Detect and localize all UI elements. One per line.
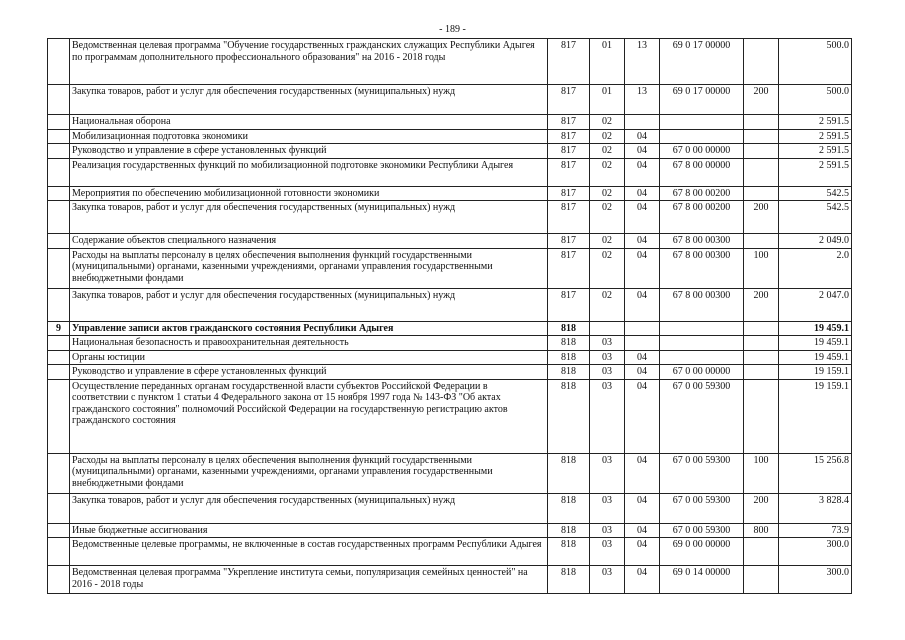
section-code-cell: 03: [590, 453, 625, 493]
subsection-code-cell: 13: [625, 85, 660, 115]
table-row: [48, 115, 852, 130]
section-code-cell: [590, 321, 625, 336]
amount-cell: 19 459.1: [779, 350, 852, 365]
section-code-cell: 02: [590, 186, 625, 201]
grbs-code-cell: 817: [548, 248, 590, 288]
item-name-cell: Расходы на выплаты персоналу в целях обеспечения выполнения функций государственными (муниципальными) органами, казенными учреждениями, органами управления государственными внебюджетными фондами: [70, 453, 548, 493]
section-code-cell: 01: [590, 39, 625, 85]
item-name-cell: Управление записи актов гражданского состояния Республики Адыгея: [70, 321, 548, 336]
table-row: [48, 234, 852, 249]
item-name-cell: Осуществление переданных органам государственной власти субъектов Российской Федерации в соответствии с пунктом 1 статьи 4 Федерального закона от 15 ноября 1997 года № 143-ФЗ "Об актах гражданского состояния" полномочий Российской Федерации на государственную регистрацию актов гражданского состояния: [70, 379, 548, 453]
amount-cell: 2.0: [779, 248, 852, 288]
item-name-cell: Руководство и управление в сфере установленных функций: [70, 365, 548, 380]
section-code-cell: 02: [590, 248, 625, 288]
item-name-cell: Ведомственная целевая программа "Обучение государственных гражданских служащих Республики Адыгея по программам дополнительного профессионального образования" на 2016 - 2018 годы: [70, 39, 548, 85]
amount-cell: 500.0: [779, 85, 852, 115]
section-code-cell: 02: [590, 144, 625, 159]
table-row: [48, 201, 852, 234]
item-name-cell: Органы юстиции: [70, 350, 548, 365]
table-row: [48, 523, 852, 538]
table-row: [48, 566, 852, 594]
table-row: [48, 248, 852, 288]
expense-type-cell: 800: [744, 523, 779, 538]
expense-type-cell: 200: [744, 201, 779, 234]
amount-cell: 73.9: [779, 523, 852, 538]
row-number-cell: [48, 493, 70, 523]
section-code-cell: 03: [590, 493, 625, 523]
amount-cell: 19 159.1: [779, 365, 852, 380]
item-name-cell: Иные бюджетные ассигнования: [70, 523, 548, 538]
expense-type-cell: [744, 129, 779, 144]
item-name-cell: Ведомственная целевая программа "Укрепление института семьи, популяризация семейных ценностей" на 2016 - 2018 годы: [70, 566, 548, 594]
row-number-cell: 9: [48, 321, 70, 336]
row-number-cell: [48, 39, 70, 85]
grbs-code-cell: 817: [548, 129, 590, 144]
grbs-code-cell: 818: [548, 493, 590, 523]
row-number-cell: [48, 523, 70, 538]
expense-type-cell: 200: [744, 288, 779, 321]
expense-type-cell: 200: [744, 493, 779, 523]
subsection-code-cell: 04: [625, 538, 660, 566]
expense-type-cell: [744, 538, 779, 566]
subsection-code-cell: 04: [625, 186, 660, 201]
expense-type-cell: [744, 365, 779, 380]
subsection-code-cell: 04: [625, 523, 660, 538]
expense-type-cell: [744, 321, 779, 336]
row-number-cell: [48, 85, 70, 115]
section-code-cell: 02: [590, 129, 625, 144]
item-name-cell: Закупка товаров, работ и услуг для обеспечения государственных (муниципальных) нужд: [70, 85, 548, 115]
subsection-code-cell: 04: [625, 379, 660, 453]
subsection-code-cell: 04: [625, 144, 660, 159]
amount-cell: 2 047.0: [779, 288, 852, 321]
grbs-code-cell: 817: [548, 288, 590, 321]
amount-cell: 2 591.5: [779, 158, 852, 186]
expense-type-cell: [744, 158, 779, 186]
row-number-cell: [48, 248, 70, 288]
row-number-cell: [48, 379, 70, 453]
row-number-cell: [48, 453, 70, 493]
subsection-code-cell: 04: [625, 453, 660, 493]
section-code-cell: 03: [590, 350, 625, 365]
target-article-cell: 67 8 00 00000: [660, 158, 744, 186]
grbs-code-cell: 818: [548, 336, 590, 351]
row-number-cell: [48, 144, 70, 159]
expense-type-cell: [744, 336, 779, 351]
expense-type-cell: [744, 566, 779, 594]
table-row: [48, 453, 852, 493]
expense-type-cell: [744, 379, 779, 453]
amount-cell: 19 159.1: [779, 379, 852, 453]
table-row: [48, 186, 852, 201]
row-number-cell: [48, 336, 70, 351]
subsection-code-cell: 04: [625, 201, 660, 234]
amount-cell: 500.0: [779, 39, 852, 85]
expense-type-cell: [744, 144, 779, 159]
target-article-cell: [660, 350, 744, 365]
subsection-code-cell: 04: [625, 129, 660, 144]
grbs-code-cell: 817: [548, 234, 590, 249]
subsection-code-cell: [625, 336, 660, 351]
target-article-cell: 67 8 00 00300: [660, 234, 744, 249]
subsection-code-cell: [625, 115, 660, 130]
amount-cell: 542.5: [779, 186, 852, 201]
target-article-cell: 67 8 00 00300: [660, 288, 744, 321]
item-name-cell: Закупка товаров, работ и услуг для обеспечения государственных (муниципальных) нужд: [70, 288, 548, 321]
item-name-cell: Национальная оборона: [70, 115, 548, 130]
amount-cell: 2 591.5: [779, 144, 852, 159]
target-article-cell: 69 0 00 00000: [660, 538, 744, 566]
target-article-cell: [660, 129, 744, 144]
amount-cell: 2 591.5: [779, 129, 852, 144]
grbs-code-cell: 817: [548, 85, 590, 115]
expense-type-cell: [744, 234, 779, 249]
subsection-code-cell: 04: [625, 158, 660, 186]
section-code-cell: 03: [590, 336, 625, 351]
target-article-cell: 67 0 00 59300: [660, 379, 744, 453]
table-row: [48, 538, 852, 566]
target-article-cell: 67 0 00 00000: [660, 365, 744, 380]
section-code-cell: 03: [590, 566, 625, 594]
target-article-cell: 67 0 00 59300: [660, 523, 744, 538]
row-number-cell: [48, 350, 70, 365]
table-row: [48, 39, 852, 85]
grbs-code-cell: 818: [548, 321, 590, 336]
subsection-code-cell: 04: [625, 566, 660, 594]
section-code-cell: 02: [590, 115, 625, 130]
subsection-code-cell: 04: [625, 365, 660, 380]
amount-cell: 300.0: [779, 538, 852, 566]
grbs-code-cell: 818: [548, 379, 590, 453]
grbs-code-cell: 818: [548, 453, 590, 493]
subsection-code-cell: [625, 321, 660, 336]
row-number-cell: [48, 158, 70, 186]
row-number-cell: [48, 186, 70, 201]
section-code-cell: 02: [590, 288, 625, 321]
grbs-code-cell: 817: [548, 115, 590, 130]
section-code-cell: 01: [590, 85, 625, 115]
grbs-code-cell: 818: [548, 350, 590, 365]
item-name-cell: Национальная безопасность и правоохранительная деятельность: [70, 336, 548, 351]
amount-cell: 2 591.5: [779, 115, 852, 130]
section-code-cell: 02: [590, 201, 625, 234]
subsection-code-cell: 04: [625, 350, 660, 365]
subsection-code-cell: 04: [625, 248, 660, 288]
row-number-cell: [48, 115, 70, 130]
row-number-cell: [48, 538, 70, 566]
row-number-cell: [48, 365, 70, 380]
table-row: [48, 321, 852, 336]
grbs-code-cell: 817: [548, 186, 590, 201]
subsection-code-cell: 04: [625, 234, 660, 249]
amount-cell: 15 256.8: [779, 453, 852, 493]
grbs-code-cell: 817: [548, 144, 590, 159]
row-number-cell: [48, 566, 70, 594]
subsection-code-cell: 04: [625, 493, 660, 523]
item-name-cell: Руководство и управление в сфере установленных функций: [70, 144, 548, 159]
grbs-code-cell: 817: [548, 201, 590, 234]
section-code-cell: 03: [590, 538, 625, 566]
item-name-cell: Закупка товаров, работ и услуг для обеспечения государственных (муниципальных) нужд: [70, 493, 548, 523]
grbs-code-cell: 817: [548, 39, 590, 85]
grbs-code-cell: 818: [548, 538, 590, 566]
section-code-cell: 03: [590, 365, 625, 380]
page-number: - 189 -: [439, 24, 466, 35]
expense-type-cell: [744, 39, 779, 85]
item-name-cell: Мобилизационная подготовка экономики: [70, 129, 548, 144]
table-row: [48, 493, 852, 523]
amount-cell: 19 459.1: [779, 321, 852, 336]
expense-type-cell: [744, 186, 779, 201]
grbs-code-cell: 817: [548, 158, 590, 186]
target-article-cell: [660, 336, 744, 351]
row-number-cell: [48, 129, 70, 144]
target-article-cell: 67 8 00 00300: [660, 248, 744, 288]
amount-cell: 2 049.0: [779, 234, 852, 249]
table-row: [48, 350, 852, 365]
table-row: [48, 365, 852, 380]
table-body: [48, 39, 852, 594]
grbs-code-cell: 818: [548, 365, 590, 380]
expense-type-cell: 100: [744, 248, 779, 288]
expense-type-cell: 200: [744, 85, 779, 115]
target-article-cell: 67 8 00 00200: [660, 186, 744, 201]
subsection-code-cell: 13: [625, 39, 660, 85]
target-article-cell: 69 0 17 00000: [660, 39, 744, 85]
item-name-cell: Закупка товаров, работ и услуг для обеспечения государственных (муниципальных) нужд: [70, 201, 548, 234]
expense-type-cell: [744, 350, 779, 365]
row-number-cell: [48, 234, 70, 249]
target-article-cell: [660, 321, 744, 336]
section-code-cell: 02: [590, 158, 625, 186]
amount-cell: 300.0: [779, 566, 852, 594]
table-row: [48, 288, 852, 321]
subsection-code-cell: 04: [625, 288, 660, 321]
section-code-cell: 03: [590, 379, 625, 453]
row-number-cell: [48, 288, 70, 321]
item-name-cell: Ведомственные целевые программы, не включенные в состав государственных программ Республики Адыгея: [70, 538, 548, 566]
target-article-cell: 69 0 14 00000: [660, 566, 744, 594]
target-article-cell: 67 0 00 59300: [660, 493, 744, 523]
item-name-cell: Содержание объектов специального назначения: [70, 234, 548, 249]
row-number-cell: [48, 201, 70, 234]
amount-cell: 542.5: [779, 201, 852, 234]
section-code-cell: 02: [590, 234, 625, 249]
section-code-cell: 03: [590, 523, 625, 538]
table-row: [48, 336, 852, 351]
table-row: [48, 379, 852, 453]
target-article-cell: 67 0 00 00000: [660, 144, 744, 159]
item-name-cell: Расходы на выплаты персоналу в целях обеспечения выполнения функций государственными (муниципальными) органами, казенными учреждениями, органами управления государственными внебюджетными фондами: [70, 248, 548, 288]
grbs-code-cell: 818: [548, 566, 590, 594]
table-row: [48, 158, 852, 186]
amount-cell: 19 459.1: [779, 336, 852, 351]
target-article-cell: 67 0 00 59300: [660, 453, 744, 493]
expense-type-cell: 100: [744, 453, 779, 493]
item-name-cell: Мероприятия по обеспечению мобилизационной готовности экономики: [70, 186, 548, 201]
target-article-cell: [660, 115, 744, 130]
amount-cell: 3 828.4: [779, 493, 852, 523]
grbs-code-cell: 818: [548, 523, 590, 538]
target-article-cell: 69 0 17 00000: [660, 85, 744, 115]
table-row: [48, 85, 852, 115]
target-article-cell: 67 8 00 00200: [660, 201, 744, 234]
expense-type-cell: [744, 115, 779, 130]
item-name-cell: Реализация государственных функций по мобилизационной подготовке экономики Республики Адыгея: [70, 158, 548, 186]
table-row: [48, 129, 852, 144]
table-row: [48, 144, 852, 159]
budget-table: [47, 38, 852, 594]
